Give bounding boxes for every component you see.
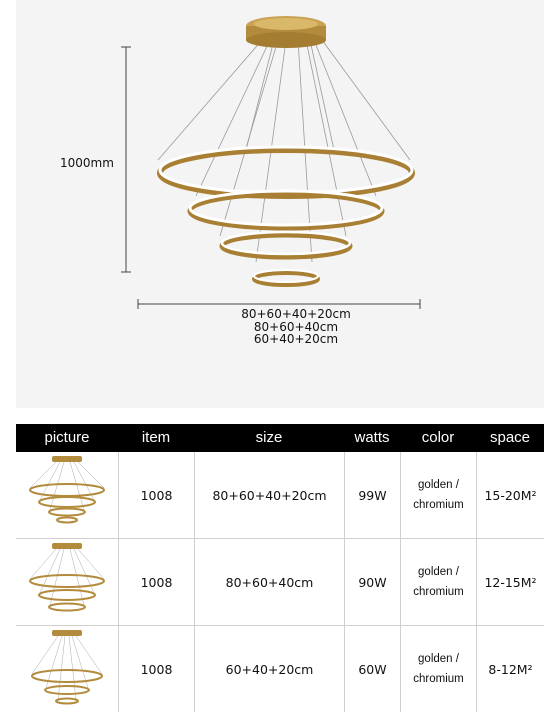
size-options-list — [216, 308, 376, 346]
item-cell — [118, 539, 194, 625]
picture-cell — [16, 626, 118, 712]
space-value: 12-15M² — [484, 574, 537, 590]
item-value: 1008 — [140, 574, 173, 590]
color-line: chromium — [413, 499, 464, 511]
color-cell — [400, 626, 476, 712]
color-line: golden / — [418, 479, 459, 491]
height-dimension-line — [121, 47, 131, 272]
color-cell — [400, 539, 476, 625]
color-line: chromium — [413, 586, 464, 598]
picture-cell — [16, 539, 118, 625]
item-cell — [118, 626, 194, 712]
product-hero-image — [16, 0, 544, 408]
size-value: 80+60+40+20cm — [212, 487, 327, 503]
space-value: 8-12M² — [488, 661, 533, 677]
watts-cell — [344, 452, 400, 538]
size-cell — [194, 452, 344, 538]
space-value: 15-20M² — [484, 487, 537, 503]
space-cell — [476, 539, 544, 625]
ring-40cm — [222, 232, 350, 257]
header-item: item — [141, 429, 171, 446]
space-cell — [476, 626, 544, 712]
color-line: golden / — [418, 653, 459, 665]
watts-value: 99W — [358, 487, 387, 503]
header-color: color — [421, 429, 455, 446]
ring-80cm — [160, 147, 412, 196]
color-line: golden / — [418, 566, 459, 578]
table-row — [16, 626, 544, 712]
picture-cell — [16, 452, 118, 538]
item-value: 1008 — [140, 661, 173, 677]
color-value — [401, 626, 476, 712]
size-option-label: 60+40+20cm — [253, 332, 339, 346]
size-option-label: 80+60+40cm — [253, 319, 339, 334]
item-cell — [118, 452, 194, 538]
color-value — [401, 452, 476, 538]
item-value: 1008 — [140, 487, 173, 503]
height-dimension-label: 1000mm — [60, 156, 114, 170]
header-watts: watts — [354, 429, 390, 446]
color-cell — [400, 452, 476, 538]
size-value: 80+60+40cm — [225, 574, 314, 590]
watts-value: 90W — [358, 574, 387, 590]
color-line: chromium — [413, 673, 464, 685]
watts-cell — [344, 626, 400, 712]
table-row — [16, 452, 544, 538]
color-value — [401, 539, 476, 625]
size-value: 60+40+20cm — [225, 661, 314, 677]
header-space: space — [489, 429, 531, 446]
chandelier-thumbnail — [16, 452, 118, 538]
table-header-row — [16, 424, 544, 452]
chandelier-illustration — [16, 0, 544, 408]
table-row — [16, 539, 544, 625]
size-cell — [194, 626, 344, 712]
ring-20cm — [254, 270, 318, 285]
header-size: size — [255, 429, 283, 446]
watts-cell — [344, 539, 400, 625]
header-picture: picture — [44, 429, 90, 446]
size-cell — [194, 539, 344, 625]
space-cell — [476, 452, 544, 538]
chandelier-thumbnail — [16, 539, 118, 625]
watts-value: 60W — [358, 661, 387, 677]
chandelier-thumbnail — [16, 626, 118, 712]
ceiling-canopy — [246, 16, 326, 48]
size-option-label: 80+60+40+20cm — [241, 307, 351, 321]
